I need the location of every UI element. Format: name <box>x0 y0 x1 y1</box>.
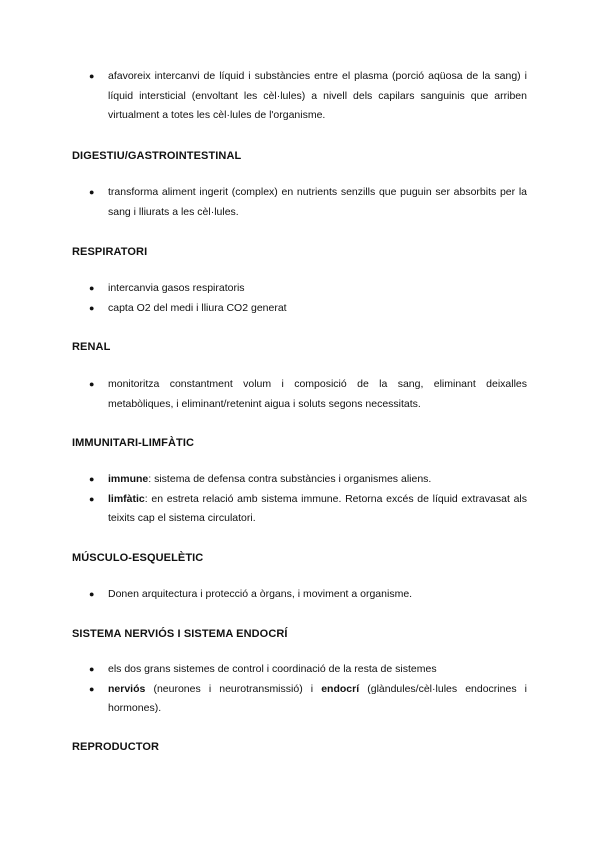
list-item: ● afavoreix intercanvi de líquid i substàncies entre el plasma (porció aqüosa de la sang) i líquid intersticial (envoltant les cèl·lules) a nivell dels capilars sanguinis que arriben virtualment a totes les cèl·lules de l'organisme. <box>72 67 527 126</box>
list-item: ● intercanvia gasos respiratoris <box>72 279 527 299</box>
bullet-icon: ● <box>89 683 95 694</box>
digestiu-list <box>72 183 527 222</box>
nervios-list <box>72 660 527 719</box>
musculo-list <box>72 585 527 605</box>
bullet-icon: ● <box>89 589 95 599</box>
renal-list <box>72 375 527 414</box>
bullet-icon: ● <box>89 474 95 484</box>
bullet-icon: ● <box>89 187 95 197</box>
list-item: ● Donen arquitectura i protecció a òrgans, i moviment a organisme. <box>72 585 527 605</box>
bullet-icon: ● <box>89 664 95 674</box>
section-title-digestiu: DIGESTIU/GASTROINTESTINAL <box>72 150 242 162</box>
section-title-musculo: MÚSCULO-ESQUELÈTIC <box>72 552 204 564</box>
bullet-icon: ● <box>89 379 95 389</box>
list-item: ● capta O2 del medi i lliura CO2 generat <box>72 299 527 319</box>
bullet-icon: ● <box>89 302 95 313</box>
list-item: ● transforma aliment ingerit (complex) en nutrients senzills que puguin ser absorbits per la sang i lliurats a les cèl·lules. <box>72 183 527 222</box>
section-title-renal: RENAL <box>72 341 111 353</box>
section-title-nervios-endocri: SISTEMA NERVIÓS I SISTEMA ENDOCRÍ <box>72 628 288 640</box>
bullet-icon: ● <box>89 71 95 81</box>
respiratori-list <box>72 279 527 318</box>
list-item: ● limfàtic: en estreta relació amb sistema immune. Retorna excés de líquid extravasat als teixits cap el sistema circulatori. <box>72 490 527 529</box>
bullet-icon: ● <box>89 283 95 293</box>
list-item: ● els dos grans sistemes de control i coordinació de la resta de sistemes <box>72 660 527 680</box>
bullet-icon: ● <box>89 493 95 504</box>
circulatory-list <box>72 67 527 126</box>
immunitari-list <box>72 470 527 529</box>
list-item: ● monitoritza constantment volum i composició de la sang, eliminant deixalles metabòliques, i eliminant/retenint aigua i soluts segons necessitats. <box>72 375 527 414</box>
section-title-respiratori: RESPIRATORI <box>72 246 148 258</box>
section-title-reproductor: REPRODUCTOR <box>72 741 160 753</box>
list-item: ● immune: sistema de defensa contra substàncies i organismes aliens. <box>72 470 527 490</box>
list-item: ● nerviós (neurones i neurotransmissió) i endocrí (glàndules/cèl·lules endocrines i hormones). <box>72 680 527 719</box>
section-title-immunitari: IMMUNITARI-LIMFÀTIC <box>72 437 195 449</box>
